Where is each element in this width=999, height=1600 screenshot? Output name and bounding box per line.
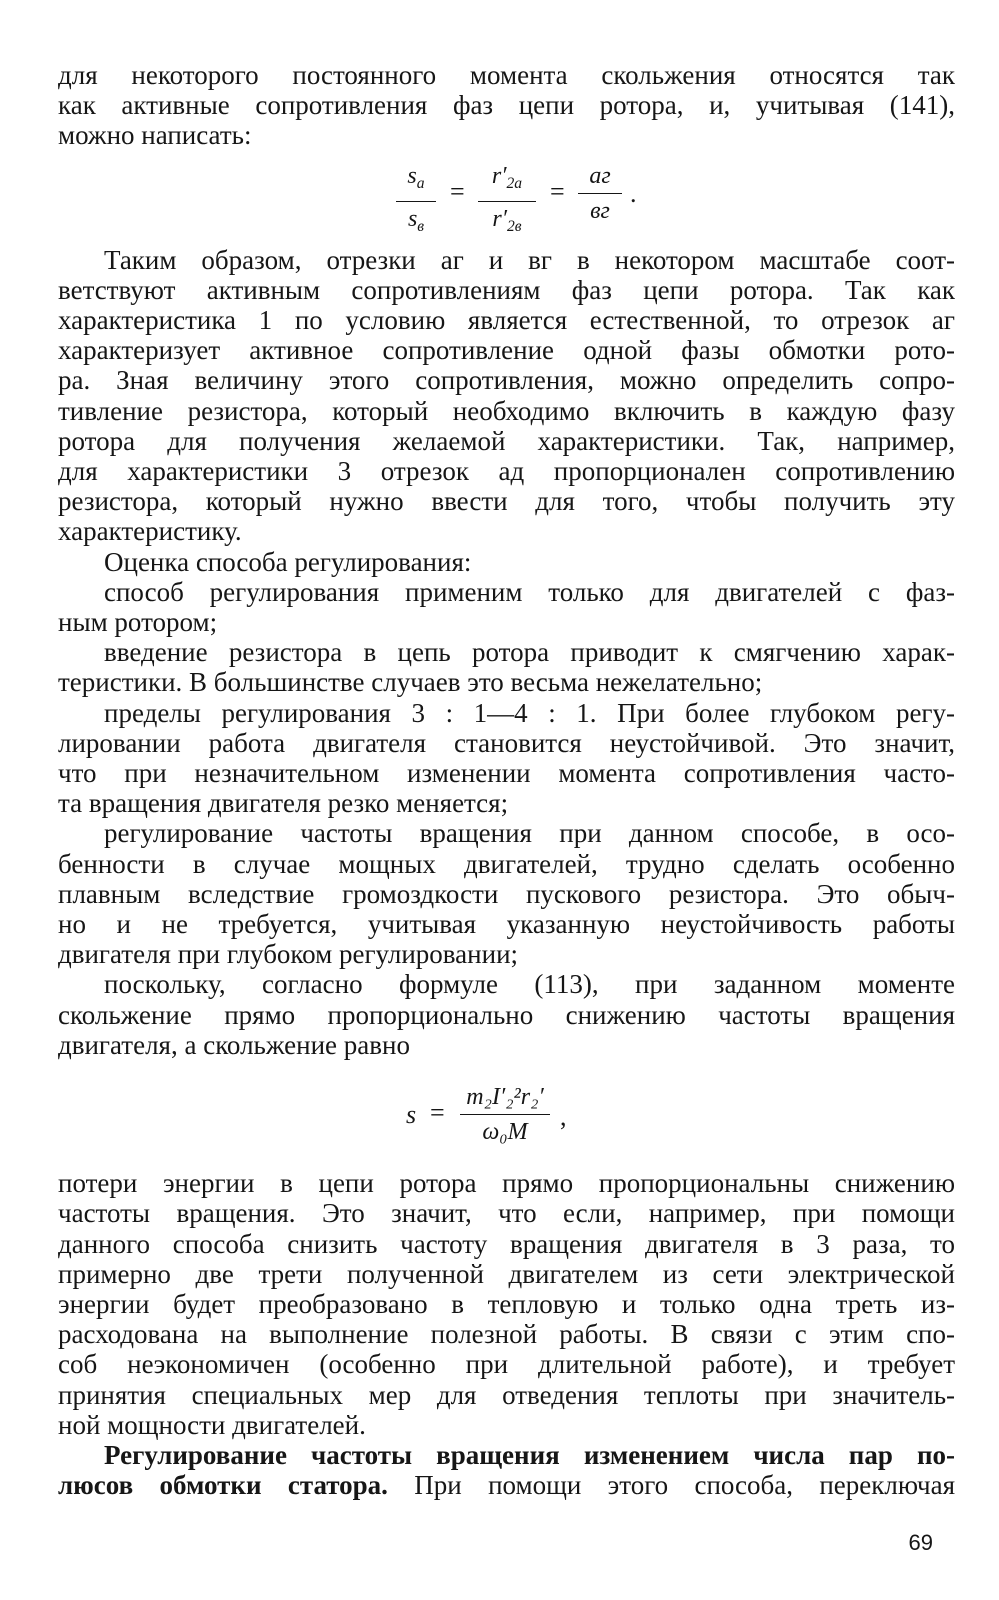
list-item-1 <box>58 577 955 637</box>
text-line: ротора для получения желаемой характеристики. Так, например, <box>58 425 955 456</box>
text-line: примерно две трети полученной двигателем из сети электрической <box>58 1258 955 1289</box>
fraction-resistance: $r'_{2a}$ $r'_{2в}$ <box>478 161 536 242</box>
text-line: бенности в случае мощных двигателей, трудно сделать особенно <box>58 848 955 879</box>
text-line: частоты вращения. Это значит, что если, например, при помощи <box>58 1198 955 1229</box>
text-line: соб неэкономичен (особенно при длительной работе), и требует <box>58 1349 955 1380</box>
text-line: можно написать: <box>58 120 252 151</box>
list-item-3 <box>58 698 955 819</box>
text-line: двигателя при глубоком регулировании; <box>58 939 519 970</box>
text-line: энергии будет преобразовано в тепловую и только одна треть из- <box>58 1288 955 1319</box>
text-line: пределы регулирования 3 : 1—4 : 1. При более глубоком регу- <box>104 697 955 728</box>
formula-lhs: s <box>406 1100 417 1130</box>
text-line: плавным вследствие громоздкости пускового резистора. Это обыч- <box>58 878 955 909</box>
equals-sign: = <box>550 176 565 206</box>
text-line: что при незначительном изменении момента сопротивления часто- <box>58 758 955 789</box>
text-line: но и не требуется, учитывая указанную неустойчивость работы <box>58 909 955 940</box>
text-line: принятия специальных мер для отведения теплоты при значитель- <box>58 1379 955 1410</box>
text-line: ветствуют активным сопротивлениям фаз цепи ротора. Так как <box>58 274 955 305</box>
text-line: характеристику. <box>58 516 242 547</box>
paragraph-2 <box>58 245 955 547</box>
formula-slip-ratio <box>58 155 955 237</box>
page-number: 69 <box>908 1530 933 1555</box>
fraction-slip: $s_a$ $s_в$ <box>396 161 436 242</box>
paragraph-1 <box>58 60 955 151</box>
text-line: данного способа снизить частоту вращения двигателя в 3 раза, то <box>58 1228 955 1259</box>
equals-sign: = <box>450 176 465 206</box>
paragraph-3 <box>58 547 955 577</box>
text-line: Таким образом, отрезки аг и вг в некотором масштабе соот- <box>104 244 955 275</box>
text-line: как активные сопротивления фаз цепи ротора, и, учитывая (141), <box>58 90 955 121</box>
fraction-segments: аг вг <box>578 161 622 226</box>
text-line: потери энергии в цепи ротора прямо пропорциональны снижению <box>58 1168 955 1199</box>
text-line: резистора, который нужно ввести для того, чтобы получить эту <box>58 486 955 517</box>
list-item-5 <box>58 969 955 1060</box>
text-line: для некоторого постоянного момента скольжения относятся так <box>58 60 955 90</box>
text-line: ной мощности двигателей. <box>58 1409 366 1440</box>
text-line: введение резистора в цепь ротора приводит к смягчению харак- <box>104 637 955 668</box>
text-line: Оценка способа регулирования: <box>104 546 472 577</box>
text-line: та вращения двигателя резко меняется; <box>58 788 509 819</box>
text-line: характеристика 1 по условию является естественной, то отрезок аг <box>58 305 955 336</box>
formula-comma: , <box>560 1102 567 1132</box>
text-line: характеризует активное сопротивление одной фазы обмотки рото- <box>58 335 955 366</box>
text-line: ным ротором; <box>58 607 218 638</box>
paragraph-9 <box>58 1168 955 1440</box>
list-item-4 <box>58 818 955 969</box>
text-line: тивление резистора, который необходимо включить в каждую фазу <box>58 395 955 426</box>
paragraph-10 <box>58 1440 955 1500</box>
text-line: скольжение прямо пропорционально снижению частоты вращения <box>58 999 955 1030</box>
text-line: регулирование частоты вращения при данном способе, в осо- <box>104 818 955 849</box>
section-heading-cont: люсов обмотки статора. <box>58 1470 388 1501</box>
text-line: для характеристики 3 отрезок ад пропорционален сопротивлению <box>58 456 955 487</box>
text-line: ра. Зная величину этого сопротивления, можно определить сопро- <box>58 365 955 396</box>
section-heading: Регулирование частоты вращения изменением числа пар по- <box>104 1439 955 1470</box>
fraction-slip-formula: m₂I′₂²r₂′ ω₀M <box>460 1082 550 1147</box>
formula-period: . <box>630 178 637 208</box>
list-item-2 <box>58 637 955 697</box>
equals-sign: = <box>430 1098 445 1128</box>
text-line: расходована на выполнение полезной работы. В связи с этим спо- <box>58 1319 955 1350</box>
text-line: двигателя, а скольжение равно <box>58 1029 410 1060</box>
text-line <box>58 1440 955 1470</box>
text-line: теристики. В большинстве случаев это весьма нежелательно; <box>58 667 763 698</box>
text-line: поскольку, согласно формуле (113), при заданном моменте <box>104 969 955 1000</box>
formula-slip <box>58 1074 955 1160</box>
text-line: люсов обмотки статора. При помощи этого способа, переключая <box>58 1470 955 1501</box>
text-line: способ регулирования применим только для двигателей с фаз- <box>104 576 955 607</box>
text-line: лировании работа двигателя становится неустойчивой. Это значит, <box>58 727 955 758</box>
